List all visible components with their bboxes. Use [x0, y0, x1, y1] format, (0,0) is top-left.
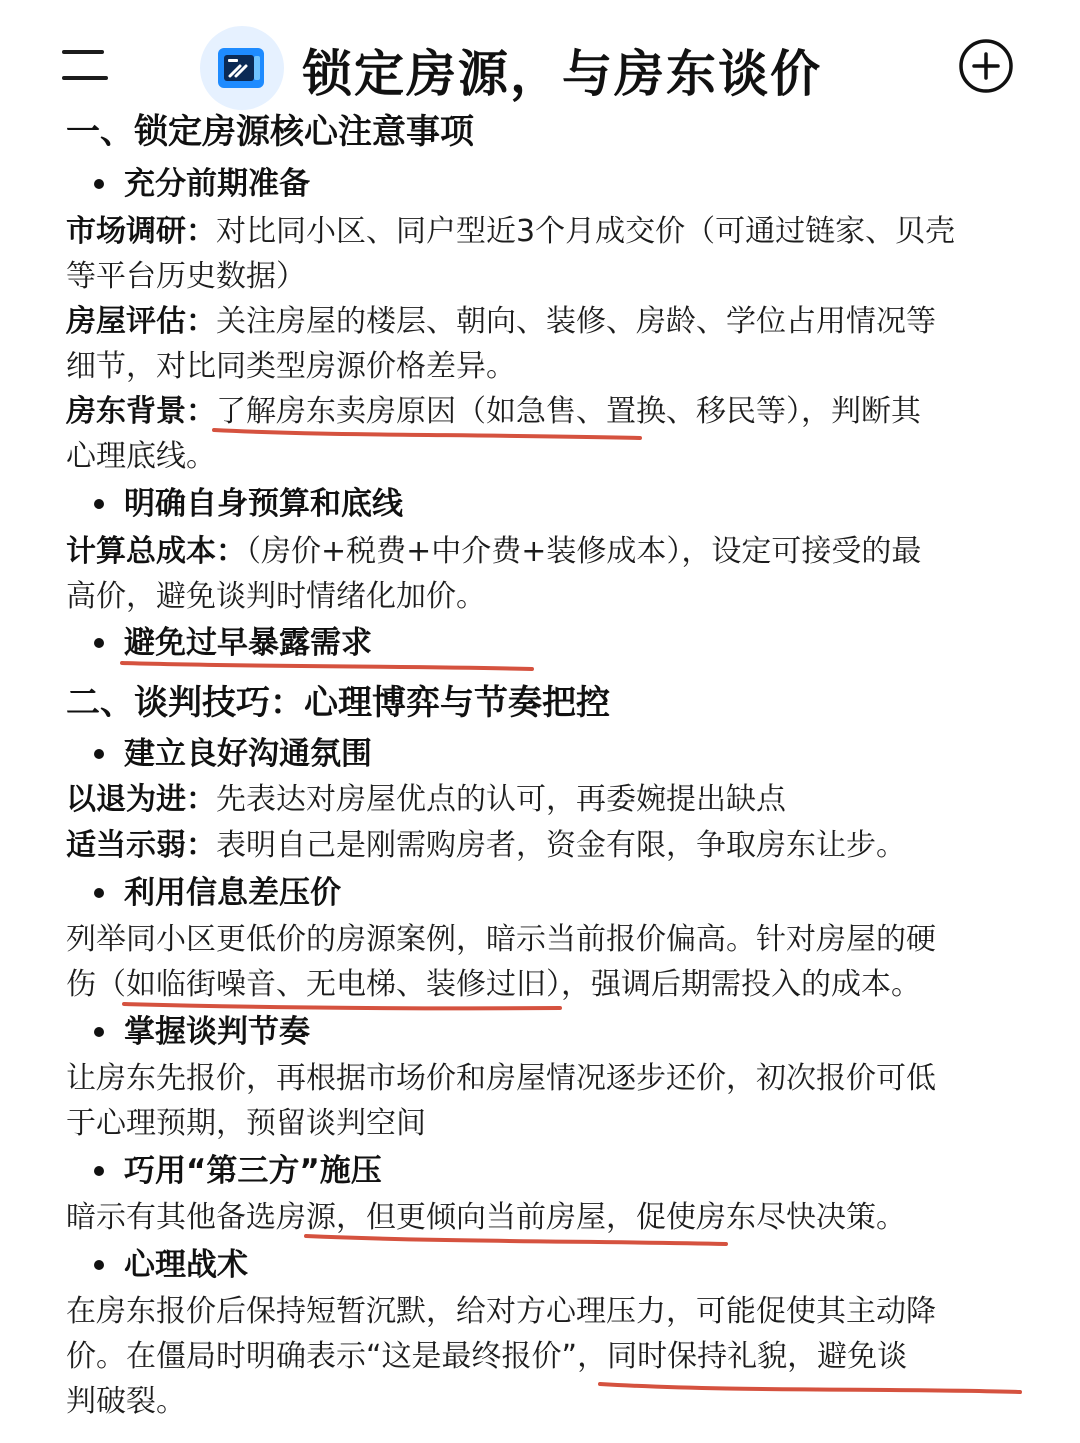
- paragraph-label: 房东背景：: [66, 394, 216, 429]
- paragraph-line: 伤（如临街噪音、无电梯、装修过旧），强调后期需投入的成本。: [66, 967, 921, 1002]
- plus-circle-icon[interactable]: [958, 38, 1014, 94]
- bullet-title: 避免过早暴露需求: [124, 625, 372, 661]
- bullet-dot: [94, 1166, 104, 1176]
- bullet-title: 巧用“第三方”施压: [124, 1153, 382, 1189]
- paragraph-line: [66, 212, 955, 252]
- bullet-dot: [94, 499, 104, 509]
- bullet-psych: [90, 1245, 248, 1285]
- paragraph-line: 等平台历史数据）: [66, 259, 306, 294]
- bullet-rhythm: [90, 1012, 310, 1052]
- paragraph-line: 细节，对比同类型房源价格差异。: [66, 349, 516, 384]
- bullet-dot: [94, 638, 104, 648]
- bullet-dot: [94, 749, 104, 759]
- paragraph-line: 列举同小区更低价的房源案例，暗示当前报价偏高。针对房屋的硬: [66, 922, 936, 957]
- paragraph-line: 价。在僵局时明确表示“这是最终报价”，同时保持礼貌，避免谈: [66, 1339, 908, 1374]
- bullet-budget: [90, 484, 403, 524]
- bullet-dot: [94, 179, 104, 189]
- bullet-title: 充分前期准备: [124, 166, 310, 202]
- bullet-title: 明确自身预算和底线: [124, 486, 403, 522]
- paragraph-line: [66, 780, 786, 820]
- paragraph-text: 先表达对房屋优点的认可，再委婉提出缺点: [216, 782, 786, 817]
- paragraph-label: 适当示弱：: [66, 828, 216, 863]
- paragraph-line: 于心理预期，预留谈判空间: [66, 1106, 426, 1141]
- header-bar: [0, 0, 1080, 120]
- paragraph-line: 在房东报价后保持短暂沉默，给对方心理压力，可能促使其主动降: [66, 1294, 936, 1329]
- bullet-info-gap: [90, 873, 341, 913]
- blue-card-icon: [200, 26, 284, 110]
- section-heading-1: 一、锁定房源核心注意事项: [66, 112, 474, 152]
- paragraph-line: 心理底线。: [66, 439, 216, 474]
- underline-mark: [596, 1376, 1028, 1400]
- bullet-dot: [94, 888, 104, 898]
- paragraph-line: [66, 532, 921, 572]
- paragraph-label: 以退为进：: [66, 782, 216, 817]
- paragraph-line: [66, 826, 906, 866]
- bullet-dot: [94, 1027, 104, 1037]
- paragraph-line: 高价，避免谈判时情绪化加价。: [66, 579, 486, 614]
- paragraph-line: [66, 302, 936, 342]
- paragraph-line: 暗示有其他备选房源，但更倾向当前房屋，促使房东尽快决策。: [66, 1200, 906, 1235]
- bullet-title: 掌握谈判节奏: [124, 1014, 310, 1050]
- bullet-communication: [90, 734, 372, 774]
- paragraph-text: 关注房屋的楼层、朝向、装修、房龄、学位占用情况等: [216, 304, 936, 339]
- paragraph-text: （房价+税费+中介费+装修成本），设定可接受的最: [246, 534, 922, 569]
- bullet-title: 心理战术: [124, 1247, 248, 1283]
- bullet-dot: [94, 1260, 104, 1270]
- paragraph-text: 了解房东卖房原因（如急售、置换、移民等），判断其: [216, 394, 921, 429]
- paragraph-label: 计算总成本：: [66, 534, 246, 569]
- paragraph-text: 对比同小区、同户型近3个月成交价（可通过链家、贝壳: [216, 214, 956, 249]
- paragraph-text: 表明自己是刚需购房者，资金有限，争取房东让步。: [216, 828, 906, 863]
- paragraph-label: 市场调研：: [66, 214, 216, 249]
- bullet-prep: [90, 164, 310, 204]
- section-heading-2: 二、谈判技巧：心理博弈与节奏把控: [66, 683, 610, 723]
- paragraph-line: [66, 392, 921, 432]
- paragraph-label: 房屋评估：: [66, 304, 216, 339]
- bullet-third-party: [90, 1151, 382, 1191]
- paragraph-line: 让房东先报价，再根据市场价和房屋情况逐步还价，初次报价可低: [66, 1061, 936, 1096]
- page-title: 锁定房源，与房东谈价: [302, 45, 822, 103]
- hamburger-menu-icon[interactable]: [62, 46, 108, 82]
- paragraph-line: 判破裂。: [66, 1384, 186, 1419]
- bullet-title: 建立良好沟通氛围: [124, 736, 372, 772]
- bullet-hide-needs: [90, 623, 372, 663]
- bullet-title: 利用信息差压价: [124, 875, 341, 911]
